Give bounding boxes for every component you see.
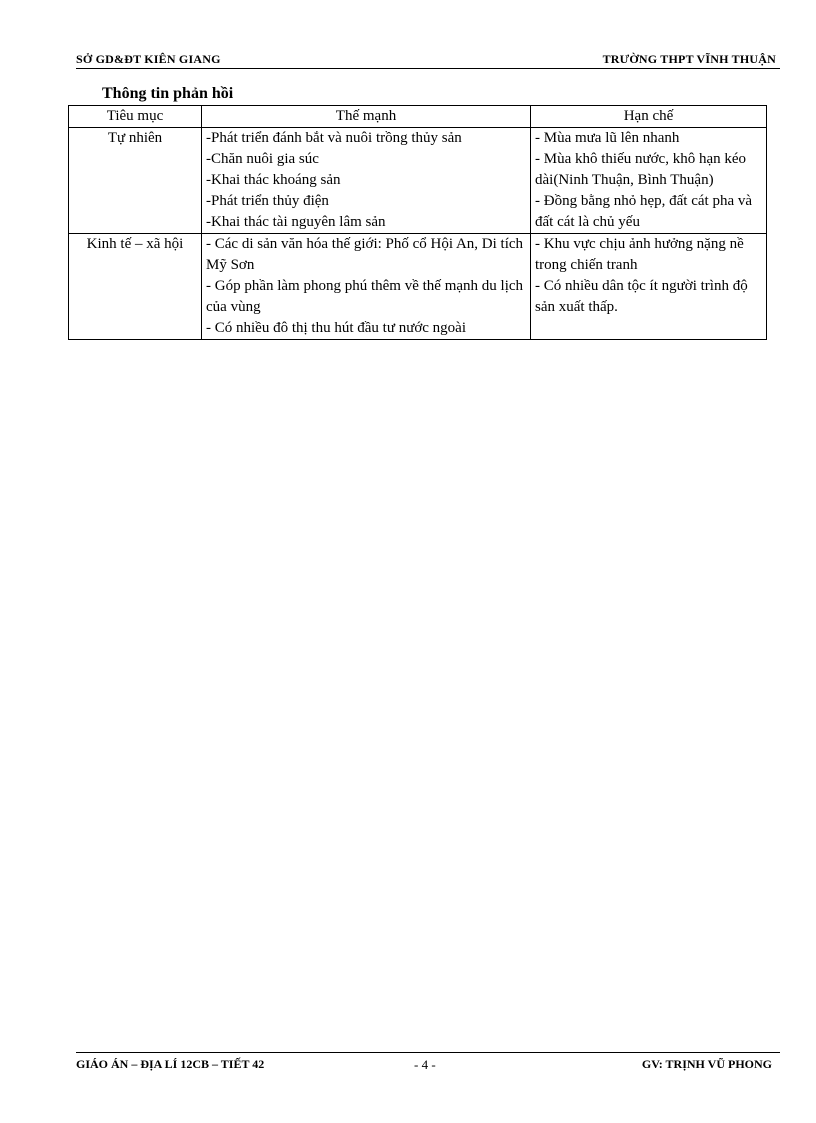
- strength-item: -Chăn nuôi gia súc: [206, 151, 319, 167]
- strength-item: -Phát triển đánh bắt và nuôi trồng thủy sản: [206, 130, 462, 146]
- header-school: TRƯỜNG THPT VĨNH THUẬN: [602, 52, 776, 66]
- limitation-item: - Đồng bằng nhỏ hẹp, đất cát pha và đất cát là chủ yếu: [535, 193, 753, 230]
- header-department: SỞ GD&ĐT KIÊN GIANG: [76, 52, 221, 66]
- strengths-cell: [202, 128, 531, 234]
- limitation-item: - Khu vực chịu ảnh hưởng nặng nề trong chiến tranh: [535, 236, 744, 273]
- strength-item: - Góp phần làm phong phú thêm về thế mạnh du lịch của vùng: [206, 278, 524, 315]
- strengths-cell: [202, 234, 531, 340]
- strength-item: - Có nhiều đô thị thu hút đầu tư nước ngoài: [206, 320, 466, 336]
- table-row: [69, 128, 767, 234]
- limitations-cell: [531, 128, 767, 234]
- limitations-cell: [531, 234, 767, 340]
- footer-lesson: GIÁO ÁN – ĐỊA LÍ 12CB – TIẾT 42: [76, 1057, 265, 1071]
- column-header-strengths: Thế mạnh: [202, 106, 531, 128]
- footer-divider: [76, 1052, 780, 1053]
- limitation-item: - Có nhiều dân tộc ít người trình độ sản xuất thấp.: [535, 278, 748, 315]
- strength-item: -Phát triển thủy điện: [206, 193, 329, 209]
- strength-item: -Khai thác tài nguyên lâm sản: [206, 214, 386, 230]
- row-topic: Tự nhiên: [69, 128, 202, 234]
- column-header-limitations: Hạn chế: [531, 106, 767, 128]
- footer-teacher: GV: TRỊNH VŨ PHONG: [641, 1057, 772, 1071]
- limitation-item: - Mùa khô thiếu nước, khô hạn kéo dài(Ninh Thuận, Bình Thuận): [535, 151, 747, 188]
- section-title: Thông tin phản hồi: [102, 85, 234, 102]
- limitation-item: - Mùa mưa lũ lên nhanh: [535, 130, 680, 146]
- header-divider: [76, 68, 780, 69]
- page-number: - 4 -: [414, 1057, 436, 1072]
- table-header-row: [69, 106, 767, 128]
- table-row: [69, 234, 767, 340]
- row-topic: Kinh tế – xã hội: [69, 234, 202, 340]
- column-header-topic: Tiêu mục: [69, 106, 202, 128]
- feedback-table: [68, 105, 767, 340]
- strength-item: -Khai thác khoáng sản: [206, 172, 341, 188]
- strength-item: - Các di sản văn hóa thế giới: Phố cổ Hội An, Di tích Mỹ Sơn: [206, 236, 524, 273]
